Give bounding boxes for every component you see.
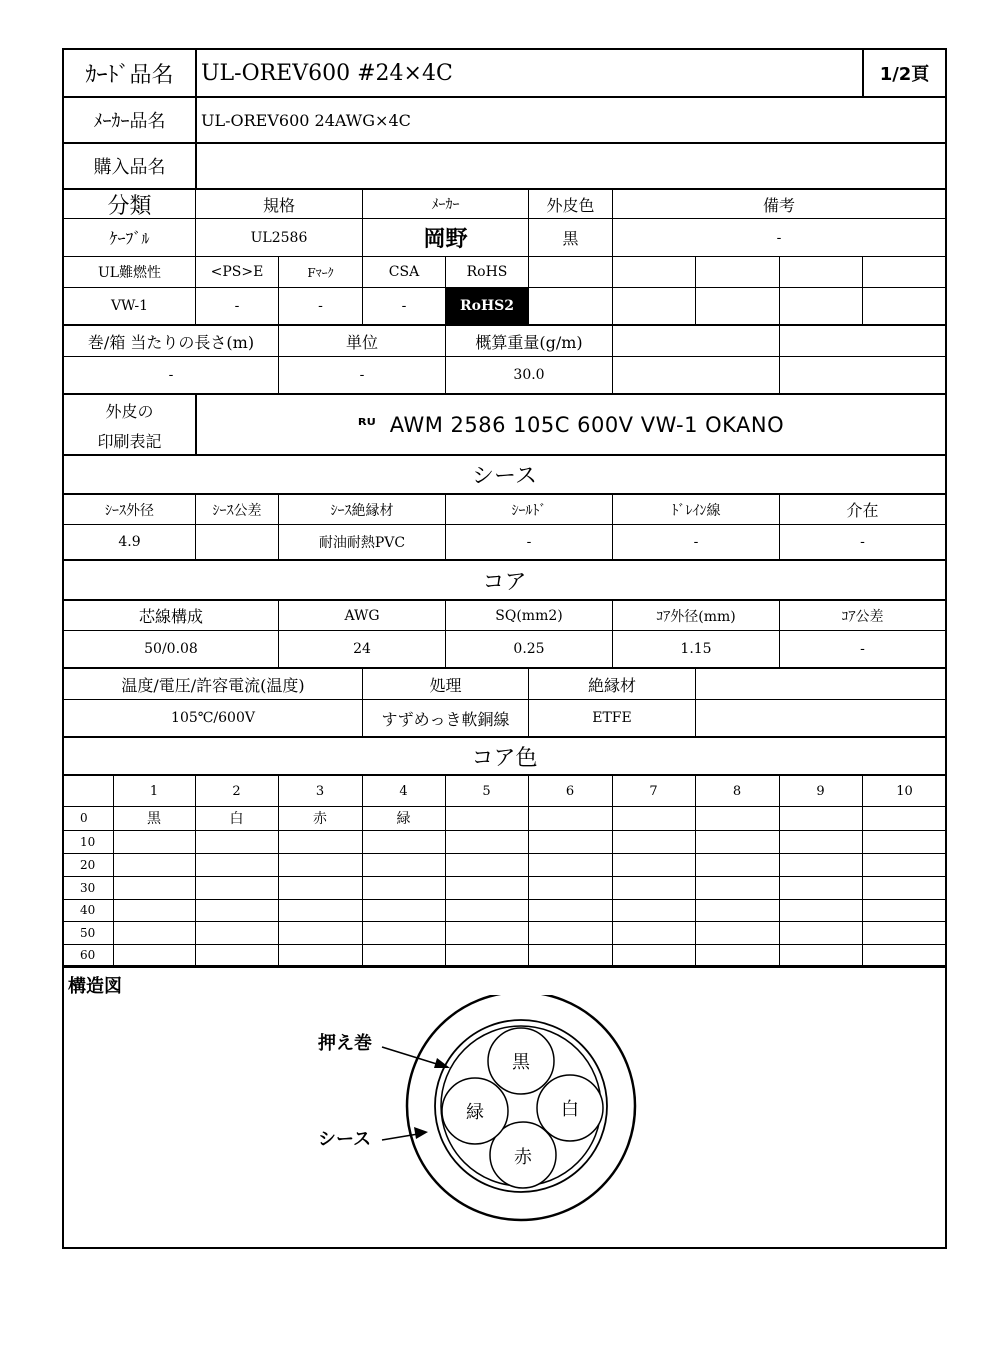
length-value: -: [168, 367, 174, 383]
class-header-standard: 規格: [262, 195, 295, 215]
core-value-insulation: ETFE: [592, 710, 632, 726]
sheath-section-title: シース: [472, 464, 537, 489]
purchase-name-label: 購入品名: [93, 157, 166, 178]
cert-value-fmark: -: [318, 298, 323, 314]
class-header-maker: ﾒｰｶｰ: [431, 197, 460, 213]
structure-title: 構造図: [68, 976, 122, 997]
core-value-rating: 105℃/600V: [171, 710, 255, 726]
core-value-awg: 24: [353, 641, 371, 657]
core-color-row-label: 60: [80, 947, 96, 962]
wrap-leader-line: [382, 1047, 440, 1065]
class-header-remarks: 備考: [762, 195, 795, 215]
core-color-cell: 赤: [313, 811, 327, 827]
core-color-col-header: 2: [232, 783, 241, 799]
core-header-treatment: 処理: [429, 675, 462, 695]
label-wrap: 押え巻: [318, 1033, 372, 1054]
print-text-row: [197, 396, 945, 454]
class-value-remarks: -: [776, 229, 782, 246]
cert-value-ul: VW-1: [110, 298, 149, 314]
class-value-maker: 岡野: [423, 227, 468, 252]
cable-cross-section-diagram: [300, 995, 660, 1225]
sheath-arrow-head: [414, 1127, 428, 1139]
core-label-black: 黒: [512, 1052, 530, 1073]
print-text: AWM 2586 105C 600V VW-1 OKANO: [389, 413, 785, 437]
cert-header-rohs: RoHS: [466, 264, 508, 280]
core-color-cell: 黒: [147, 811, 161, 827]
core-value-tolerance: -: [860, 641, 865, 657]
sheath-header-od: ｼｰｽ外径: [105, 502, 154, 519]
unit-header: 単位: [345, 332, 378, 352]
ul-mark-logo: ᴿᵁ: [357, 414, 376, 436]
sheath-header-insulation: ｼｰｽ絶縁材: [330, 502, 394, 519]
core-header-od: ｺｱ外径(mm): [656, 608, 736, 625]
core-color-row-label: 50: [80, 925, 96, 940]
core-header-rating: 温度/電圧/許容電流(温度): [121, 675, 305, 695]
core-color-col-header: 9: [816, 783, 825, 799]
print-label-line2: 印刷表記: [97, 431, 162, 451]
core-header-insulation: 絶縁材: [587, 675, 636, 695]
class-value-color: 黒: [562, 229, 579, 248]
weight-value: 30.0: [513, 367, 545, 383]
core-color-col-header: 6: [565, 783, 575, 799]
core-value-od: 1.15: [680, 641, 712, 657]
sheath-value-drain: -: [693, 534, 699, 550]
core-label-white: 白: [561, 1099, 579, 1120]
core-color-row-label: 40: [80, 903, 96, 917]
sheath-value-shield: -: [526, 534, 532, 550]
sheath-value-insulation: 耐油耐熱PVC: [318, 535, 406, 551]
card-name-label: ｶｰﾄﾞ品名: [85, 62, 174, 88]
purchase-name-value: [197, 144, 945, 188]
class-value-category: ｹｰﾌﾞﾙ: [109, 229, 150, 248]
core-color-cell: 白: [229, 811, 244, 827]
print-label-line1: 外皮の: [105, 401, 154, 421]
cert-value-pse: -: [234, 298, 240, 314]
sheath-header-shield: ｼｰﾙﾄﾞ: [511, 502, 547, 519]
maker-name-label: ﾒｰｶｰ品名: [93, 111, 166, 132]
core-header-strand: 芯線構成: [138, 607, 203, 626]
core-color-row-label: 0: [80, 811, 88, 825]
core-color-row-label: 10: [80, 834, 96, 849]
core-value-treatment: すずめっき軟銅線: [381, 709, 510, 729]
core-header-awg: AWG: [344, 607, 380, 624]
core-color-row-label: 30: [80, 880, 96, 895]
class-header-color: 外皮色: [546, 195, 595, 215]
label-sheath: シース: [318, 1129, 372, 1150]
class-value-standard: UL2586: [250, 229, 308, 246]
cert-header-ul: UL難燃性: [97, 265, 162, 281]
core-color-cell: 緑: [396, 811, 411, 827]
sheath-header-filler: 介在: [846, 501, 879, 520]
maker-name-value: UL-OREV600 24AWG×4C: [201, 110, 411, 130]
core-color-col-header: 5: [482, 783, 491, 799]
cert-value-rohs-badge: RoHS2: [446, 288, 528, 324]
sheath-value-tolerance: [196, 525, 278, 559]
core-color-col-header: 1: [149, 783, 159, 799]
sheath-value-od: 4.9: [118, 534, 141, 550]
core-value-sq: 0.25: [513, 641, 545, 657]
class-header-category: 分類: [107, 193, 152, 218]
card-name-value: UL-OREV600 #24×4C: [201, 60, 453, 86]
core-color-col-header: 4: [399, 783, 408, 799]
core-color-col-header: 3: [315, 783, 325, 799]
weight-header: 概算重量(g/m): [475, 332, 583, 352]
core-section-title: コア: [482, 569, 527, 595]
core-color-col-header: 10: [896, 783, 913, 799]
page-number: 1/2頁: [879, 64, 930, 85]
core-label-green: 緑: [466, 1102, 484, 1123]
sheath-header-drain: ﾄﾞﾚｲﾝ線: [671, 502, 721, 519]
core-color-col-header: 7: [649, 783, 658, 799]
sheath-header-tolerance: ｼｰｽ公差: [212, 502, 262, 519]
core-label-red: 赤: [514, 1147, 532, 1168]
core-header-sq: SQ(mm2): [495, 607, 563, 624]
core-color-title: コア色: [471, 745, 538, 771]
sheath-value-filler: -: [860, 534, 865, 550]
unit-value: -: [359, 367, 365, 383]
cert-value-csa: -: [401, 298, 407, 314]
core-color-col-header: 8: [732, 783, 742, 799]
core-header-tolerance: ｺｱ公差: [841, 608, 884, 625]
cert-header-fmark: Fﾏｰｸ: [307, 265, 334, 280]
core-value-strand: 50/0.08: [144, 641, 198, 657]
core-color-row-label: 20: [80, 857, 96, 872]
length-header: 巻/箱 当たりの長さ(m): [87, 332, 255, 352]
cert-header-csa: CSA: [388, 264, 420, 280]
cert-header-pse: <PS>E: [210, 264, 264, 280]
